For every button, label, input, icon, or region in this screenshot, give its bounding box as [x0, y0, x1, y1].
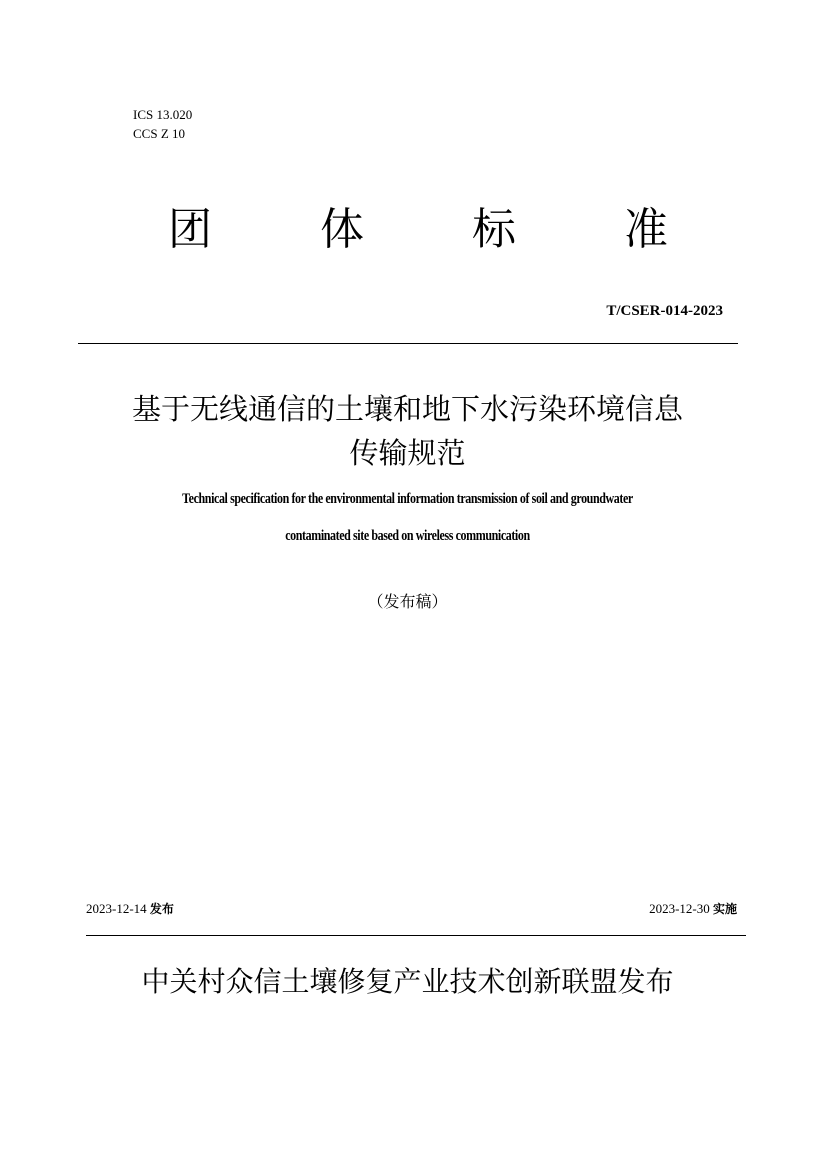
- title-en-line-1: Technical specification for the environmental information transmission of soil and groundwater: [182, 491, 633, 507]
- ccs-code: CCS Z 10: [133, 126, 186, 141]
- top-divider: [78, 343, 738, 344]
- implement-date-block: [649, 899, 737, 919]
- standard-type-heading: [168, 200, 668, 260]
- implement-date: 2023-12-30: [649, 901, 710, 916]
- standard-number: T/CSER-014-2023: [606, 303, 723, 319]
- title-cn-line-2: 传输规范: [349, 436, 466, 470]
- standard-type-char-4: 准: [624, 204, 668, 255]
- issue-date: 2023-12-14: [86, 901, 147, 916]
- standard-type-char-3: 标: [472, 204, 516, 255]
- bottom-divider: [86, 935, 746, 936]
- issue-date-block: [86, 899, 174, 919]
- issue-label: 发布: [149, 902, 174, 916]
- classification-codes: [133, 105, 192, 143]
- title-cn-line-1: 基于无线通信的土壤和地下水污染环境信息: [131, 392, 683, 426]
- standard-type-char-1: 团: [168, 204, 212, 255]
- implement-label: 实施: [712, 902, 737, 916]
- issuer: 中关村众信土壤修复产业技术创新联盟发布: [141, 965, 674, 998]
- draft-status: （发布稿）: [367, 592, 448, 611]
- standard-type-char-2: 体: [320, 204, 364, 255]
- ics-code: ICS 13.020: [133, 107, 193, 122]
- title-en-line-2: contaminated site based on wireless communication: [285, 528, 530, 544]
